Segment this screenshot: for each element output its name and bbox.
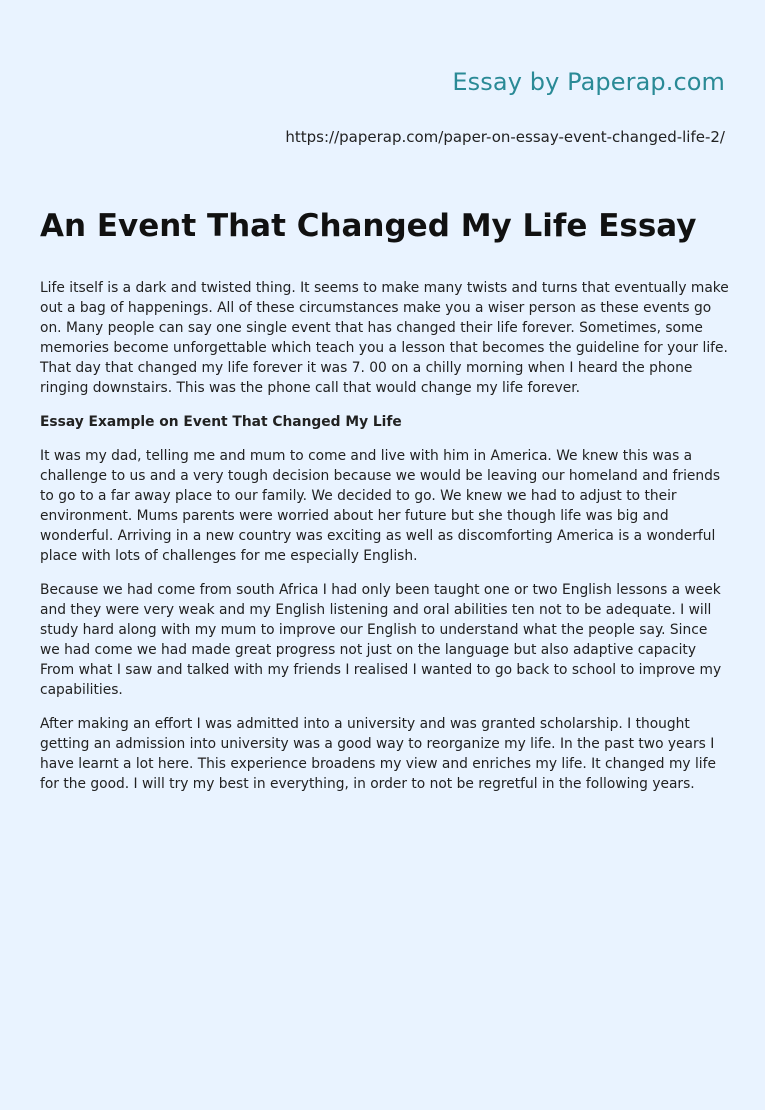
paragraph-4: After making an effort I was admitted into a university and was granted scholarship. I thought getting an admission into university was a good way to reorganize my life. In the past two years I have learnt a lot here. This experience broadens my view and enriches my life. It changed my life for the good. I will try my best in everything, in order to not be regretful in the following years. [40, 716, 716, 792]
essay-subheading: Essay Example on Event That Changed My Life [40, 414, 402, 430]
site-brand[interactable]: Essay by Paperap.com [452, 68, 725, 96]
essay-body [40, 278, 730, 808]
paragraph-3: Because we had come from south Africa I had only been taught one or two English lessons a week and they were very weak and my English listening and oral abilities ten not to be adequate. I will study hard along with my mum to improve our English to understand what the people say. Since we had come we had made great progress not just on the language but also adaptive capacity From what I saw and talked with my friends I realised I wanted to go back to school to improve my capabilities. [40, 582, 722, 698]
source-url[interactable]: https://paperap.com/paper-on-essay-event-changed-life-2/ [285, 128, 725, 146]
paragraph-2: It was my dad, telling me and mum to come and live with him in America. We knew this was a challenge to us and a very tough decision because we would be leaving our homeland and friends to go to a far away place to our family. We decided to go. We knew we had to adjust to their environment. Mums parents were worried about her future but she though life was big and wonderful. Arriving in a new country was exciting as well as discomforting America is a wonderful place with lots of challenges for me especially English. [40, 448, 721, 564]
paragraph-1: Life itself is a dark and twisted thing. It seems to make many twists and turns that eventually make out a bag of happenings. All of these circumstances make you a wiser person as these events go on. Many people can say one single event that has changed their life forever. Sometimes, some memories become unforgettable which teach you a lesson that becomes the guideline for your life. That day that changed my life forever it was 7. 00 on a chilly morning when I heard the phone ringing downstairs. This was the phone call that would change my life forever. [40, 280, 729, 396]
essay-title: An Event That Changed My Life Essay [40, 208, 697, 244]
